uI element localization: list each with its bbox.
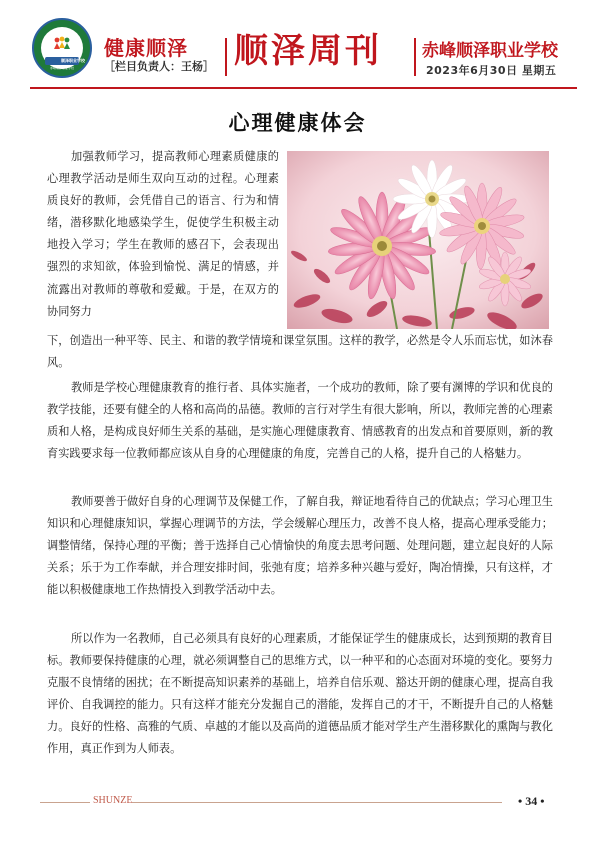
column-name: 健康顺泽	[104, 36, 188, 60]
logo-text: 顺泽职业学校	[61, 58, 85, 63]
article-paragraph: 教师要善于做好自身的心理调节及保健工作，了解自我，辩证地看待自己的优缺点；学习心理卫生知识和心理健康知识，掌握心理调节的方法，学会缓解心理压力，改善不良人格，提高心理承受能力；调整情绪，保持心理的平衡；善于选择自己心情愉快的角度去思考问题、处理问题，建立起良好的人际关系；乐于为工作奉献，并合理安排时间，张弛有度；培养多种兴趣与爱好，陶冶情操，只有这样，才能以积极健康地工作热情投入到教学活动中去。	[47, 495, 553, 597]
masthead-divider	[225, 38, 227, 76]
article-paragraph: 所以作为一名教师，自己必须具有良好的心理素质，才能保证学生的健康成长，达到预期的教育目标。教师要保持健康的心理，就必须调整自己的思维方式，以一种平和的心态面对环境的变化。要努力克服不良情绪的困扰；在不断提高知识素养的基础上，培养自信乐观、豁达开朗的健康心理，提高自我评价、自我调控的能力。只有这样才能充分发掘自己的潜能，发挥自己的才干，不断提升自己的人格魅力。良好的性格、高雅的气质、卓越的才能以及高尚的道德品质才能对学生产生潜移默化的熏陶与教化作用，真正作到为人师表。	[47, 632, 553, 756]
article-title: 心理健康体会	[228, 111, 367, 135]
logo-subtext: 赤峰顺泽职业学校	[49, 66, 74, 70]
people-icon	[51, 35, 73, 57]
magazine-name: 顺泽周刊	[234, 31, 382, 71]
article-paragraph: 教师是学校心理健康教育的推行者、具体实施者，一个成功的教师，除了要有渊博的学识和优良的教学技能，还要有健全的人格和高尚的品德。教师的言行对学生有很大影响，所以，教师完善的心理素质和人格，是构成良好师生关系的基础，是实施心理健康教育、情感教育的出发点和首要原则，新的教育实践要求每一位教师都应该从自身的心理健康的角度，完善自己的人格，提升自己的人格魅力。	[47, 381, 553, 461]
article-paragraph: 下，创造出一种平等、民主、和谐的教学情境和课堂氛围。这样的教学，必然是令人乐而忘忧，如沐春风。	[47, 334, 553, 370]
article-paragraph: 加强教师学习，提高教师心理素质健康的心理教学活动是师生双向互动的过程。心理素质良好的教师，会凭借自己的语言、行为和情绪，潜移默化地感染学生，促使学生积极主动地投入学习；学生在教师的感召下，会表现出强烈的求知欲，体验到愉悦、满足的情感，并流露出对教师的尊敬和爱戴。于是，在双方的协同努力	[47, 150, 279, 318]
footer-brand: SHUNZE	[93, 795, 133, 806]
footer-rule	[132, 802, 502, 803]
school-name: 赤峰顺泽职业学校	[422, 41, 558, 61]
issue-date: 2023年6月30日 星期五	[426, 64, 557, 77]
page-number: • 34 •	[518, 794, 545, 808]
flower-image	[287, 151, 549, 329]
column-editor: ［栏目负责人：王杨］	[104, 60, 214, 73]
masthead-rule	[30, 87, 577, 89]
footer-rule	[40, 802, 90, 803]
masthead-divider	[414, 38, 416, 76]
school-logo	[32, 18, 92, 78]
